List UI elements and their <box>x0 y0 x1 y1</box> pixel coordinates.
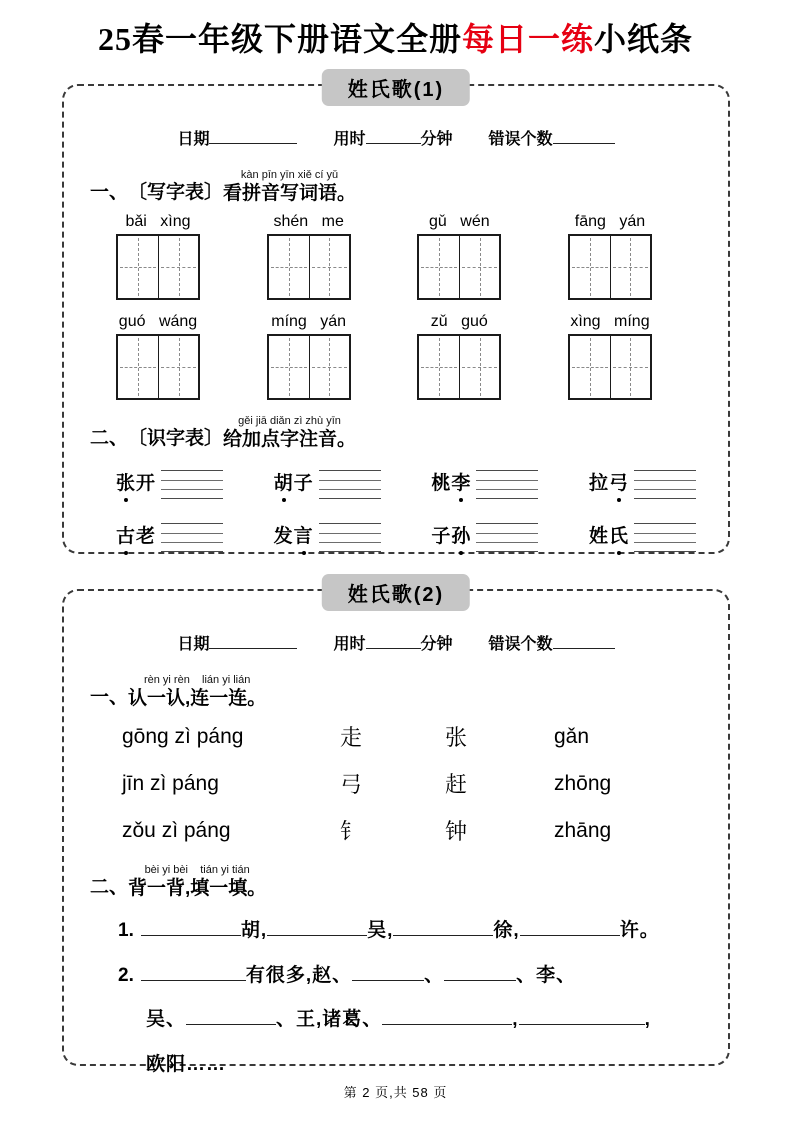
zhuyin-item <box>431 523 538 552</box>
section-title-text: 看拼音写词语。 <box>223 182 357 204</box>
match-pinyin-left: zǒu zì páng <box>122 818 231 842</box>
tianzige-cell <box>118 236 158 298</box>
sheet2-meta-row <box>64 631 728 654</box>
match-character: 赶 <box>445 772 468 798</box>
section-title-text: 背一背,填一填。 <box>128 878 267 900</box>
pinyin-answer-lines <box>476 470 538 499</box>
tianzige-cell <box>158 236 198 298</box>
date-label: 日期 <box>177 131 210 148</box>
title-part-black-1: 25春一年级下册语文全册 <box>97 21 462 57</box>
zy-row-2 <box>64 523 728 552</box>
zhuyin-item <box>274 523 381 552</box>
pinyin-answer-lines <box>319 470 381 499</box>
fill-line <box>64 917 728 945</box>
match-pinyin-left: jīn zì páng <box>122 771 219 795</box>
pinyin-answer-lines <box>634 470 696 499</box>
tianzige-grid <box>417 234 501 300</box>
tianzige-cell <box>459 236 499 298</box>
date-label: 日期 <box>177 636 210 653</box>
zhuyin-word <box>431 525 471 550</box>
tianzige-grid <box>417 334 501 400</box>
zhuyin-word <box>116 472 156 497</box>
word-row-1 <box>64 213 728 300</box>
fill-blank <box>382 1010 512 1025</box>
fill-text: 、李、 <box>516 964 577 986</box>
fill-text: 、 <box>424 964 445 986</box>
errors-label: 错误个数 <box>488 131 553 148</box>
worksheet-card-2 <box>62 584 730 1075</box>
zhuyin-word <box>116 525 156 550</box>
sheet2-section2-heading <box>90 864 728 899</box>
section-title-text: 认一认,连一连。 <box>128 687 267 709</box>
section-number: 二、 <box>90 428 129 450</box>
tianzige-cell <box>309 236 349 298</box>
section-number: 一、 <box>90 686 129 708</box>
tianzige-cell <box>419 236 459 298</box>
sheet2-section1-heading <box>90 674 728 709</box>
zhuyin-char: 李 <box>451 472 471 497</box>
tianzige-grid <box>116 234 200 300</box>
zhuyin-char: 发 <box>273 526 294 548</box>
section-title-pinyin: bèi yi bèi tián yi tián <box>144 864 250 877</box>
pinyin-answer-lines <box>319 523 381 552</box>
match-radical: 钅 <box>340 819 363 845</box>
zhuyin-item <box>274 470 381 499</box>
section-tag: 〔写字表〕 <box>128 181 224 203</box>
minutes-label: 分钟 <box>420 131 453 148</box>
fill-text: , <box>644 1009 651 1031</box>
errors-label: 错误个数 <box>488 636 553 653</box>
zhuyin-char: 张 <box>116 472 136 497</box>
tianzige-grid <box>267 334 351 400</box>
match-pinyin-left: gōng zì páng <box>122 724 244 748</box>
match-radical: 弓 <box>340 772 363 798</box>
section-title-text: 给加点字注音。 <box>223 429 357 451</box>
fill-text: 吴、 <box>146 1009 187 1031</box>
time-label: 用时 <box>333 131 366 148</box>
zhuyin-item <box>589 523 696 552</box>
zhuyin-word <box>431 472 471 497</box>
tianzige-cell <box>269 236 309 298</box>
match-pinyin-right: zhōng <box>554 771 612 795</box>
errors-blank <box>553 635 615 649</box>
pinyin-answer-lines <box>161 470 223 499</box>
tianzige-grid <box>267 234 351 300</box>
fill-blank <box>520 921 620 936</box>
fill-text: 欧阳…… <box>146 1053 227 1075</box>
section-title-ruby <box>128 674 266 709</box>
date-field <box>177 126 297 149</box>
tianzige-cell <box>118 336 158 398</box>
zhuyin-char: 氏 <box>609 525 629 550</box>
zhuyin-item <box>116 523 223 552</box>
time-blank <box>366 130 421 144</box>
sheet1-section2-heading <box>90 415 728 450</box>
pinyin-answer-lines <box>634 523 696 552</box>
section-tag: 〔识字表〕 <box>128 428 224 450</box>
zhuyin-word <box>589 525 629 550</box>
fill-blank <box>141 921 241 936</box>
match-pinyin-right: zhāng <box>554 818 612 842</box>
match-pinyin-right: gǎn <box>554 724 590 748</box>
errors-field <box>489 631 615 654</box>
zy-row-1 <box>64 470 728 499</box>
tianzige-cell <box>269 336 309 398</box>
fill-line <box>64 1006 728 1034</box>
pinyin-answer-lines <box>476 523 538 552</box>
fill-text: 胡, <box>240 919 268 941</box>
fill-line <box>64 1051 728 1079</box>
zhuyin-char: 老 <box>136 526 157 548</box>
fill-text: 、王,诸葛、 <box>276 1009 383 1031</box>
fill-blank <box>141 966 246 981</box>
title-part-red: 每日一练 <box>461 21 594 57</box>
fill-line-number: 1. <box>118 919 134 941</box>
tianzige-grid <box>568 334 652 400</box>
errors-field <box>489 126 615 149</box>
section-title-pinyin: kàn pīn yīn xiě cí yǔ <box>240 169 339 181</box>
pinyin-word-item <box>417 213 501 300</box>
fill-blank <box>393 921 493 936</box>
sheet1-meta-row <box>64 126 728 149</box>
worksheet-card-1 <box>62 79 730 554</box>
date-field <box>177 631 297 654</box>
date-blank <box>209 635 297 649</box>
pinyin-word-item <box>116 213 200 300</box>
sheet1-title-badge: 姓氏歌(1) <box>322 69 470 106</box>
fill-blank <box>267 921 367 936</box>
word-row-2 <box>64 313 728 400</box>
tianzige-grid <box>116 334 200 400</box>
section-title-pinyin: gěi jiā diǎn zì zhù yīn <box>238 415 341 428</box>
page-number: 第 2 页,共 58 页 <box>343 1085 448 1100</box>
match-character: 钟 <box>445 819 468 845</box>
zhuyin-item <box>431 470 538 499</box>
word-pinyin: míng yán <box>271 313 347 331</box>
fill-blank <box>186 1010 276 1025</box>
zhuyin-char: 桃 <box>431 473 452 495</box>
word-pinyin: gǔ wén <box>429 213 490 231</box>
word-pinyin: bǎi xìng <box>125 213 191 231</box>
word-pinyin: fāng yán <box>574 213 646 231</box>
pinyin-word-item <box>267 213 351 300</box>
time-field <box>333 631 452 654</box>
word-pinyin: shén me <box>273 213 344 231</box>
zhuyin-char: 古 <box>116 525 136 550</box>
sheet1-section1-heading <box>90 169 728 204</box>
section-title-ruby <box>223 415 356 450</box>
sheet2-title-badge: 姓氏歌(2) <box>322 574 470 611</box>
minutes-label: 分钟 <box>420 636 453 653</box>
tianzige-cell <box>610 236 650 298</box>
fill-line <box>64 962 728 990</box>
zhuyin-char: 子 <box>293 473 314 495</box>
pinyin-word-item <box>116 313 200 400</box>
fill-area <box>64 917 728 1078</box>
time-label: 用时 <box>333 636 366 653</box>
zhuyin-char: 拉 <box>588 473 609 495</box>
word-pinyin: zǔ guó <box>430 313 488 331</box>
zhuyin-char: 子 <box>431 526 452 548</box>
zhuyin-word <box>274 525 314 550</box>
fill-text: 吴, <box>367 919 394 941</box>
fill-text: 徐, <box>493 919 520 941</box>
fill-blank <box>519 1010 645 1025</box>
pinyin-answer-lines <box>161 523 223 552</box>
zhuyin-char: 孙 <box>451 525 471 550</box>
tianzige-cell <box>309 336 349 398</box>
match-radical: 走 <box>340 725 363 751</box>
fill-line-number: 2. <box>118 964 134 986</box>
time-blank <box>366 635 421 649</box>
fill-blank <box>352 966 424 981</box>
fill-text: , <box>512 1009 519 1031</box>
section-number: 二、 <box>90 877 129 899</box>
fill-blank <box>444 966 516 981</box>
fill-text: 许。 <box>619 919 660 941</box>
tianzige-grid <box>568 234 652 300</box>
fill-text: 有很多,赵、 <box>245 964 353 986</box>
zhuyin-char: 言 <box>294 525 314 550</box>
zhuyin-item <box>589 470 696 499</box>
zhuyin-word <box>589 472 629 497</box>
pinyin-word-item <box>267 313 351 400</box>
tianzige-cell <box>570 336 610 398</box>
zhuyin-word <box>274 472 314 497</box>
word-pinyin: xìng míng <box>570 313 650 331</box>
pinyin-word-item <box>568 313 652 400</box>
section-title-ruby <box>223 169 356 204</box>
time-field <box>333 126 452 149</box>
date-blank <box>209 130 297 144</box>
section-number: 一、 <box>90 181 129 203</box>
pinyin-word-item <box>568 213 652 300</box>
title-part-black-2: 小纸条 <box>594 21 694 57</box>
page-title <box>0 0 791 57</box>
tianzige-cell <box>610 336 650 398</box>
zhuyin-item <box>116 470 223 499</box>
pinyin-word-item <box>417 313 501 400</box>
tianzige-cell <box>158 336 198 398</box>
zhuyin-char: 开 <box>136 473 157 495</box>
section-title-ruby <box>128 864 266 899</box>
zhuyin-char: 弓 <box>609 472 629 497</box>
word-pinyin: guó wáng <box>118 313 198 331</box>
tianzige-cell <box>419 336 459 398</box>
section-title-pinyin: rèn yi rèn lián yi lián <box>143 674 251 686</box>
zhuyin-char: 胡 <box>274 472 294 497</box>
match-grid <box>64 721 728 846</box>
errors-blank <box>553 130 615 144</box>
tianzige-cell <box>570 236 610 298</box>
zhuyin-char: 姓 <box>588 526 609 548</box>
match-character: 张 <box>445 725 468 751</box>
tianzige-cell <box>459 336 499 398</box>
